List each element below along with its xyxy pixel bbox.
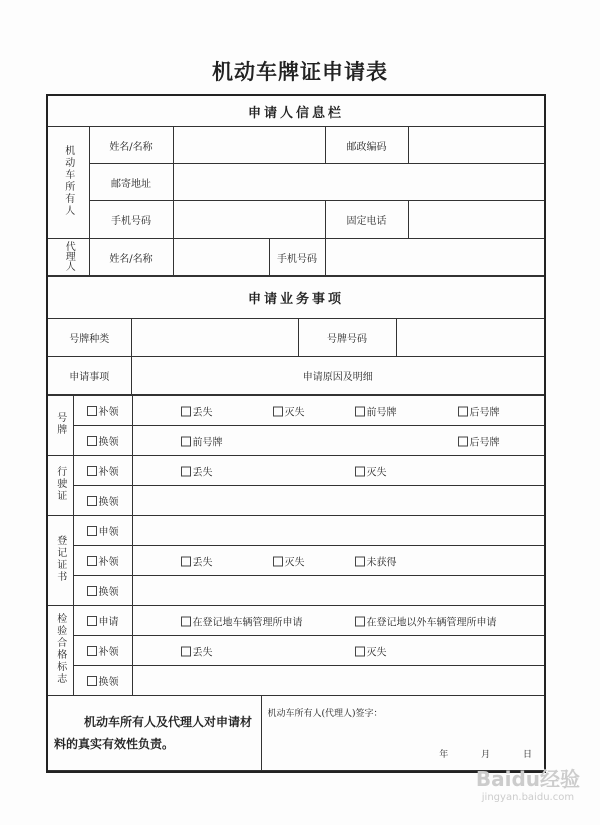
matter-row — [48, 606, 544, 636]
business-section — [48, 276, 544, 395]
postcode-label: 邮政编码 — [325, 127, 408, 164]
checkbox-icon[interactable] — [87, 556, 97, 566]
option-checkbox[interactable] — [355, 553, 397, 568]
checkbox-icon[interactable] — [355, 616, 365, 626]
checkbox-icon[interactable] — [87, 436, 97, 446]
option-label: 在登记地以外车辆管理所申请 — [366, 617, 497, 628]
option-label: 后号牌 — [469, 437, 500, 448]
applicant-section — [48, 96, 544, 276]
declaration-section — [48, 696, 544, 771]
matter-group-label: 行驶证 — [48, 456, 73, 516]
option-label: 灭失 — [284, 557, 305, 568]
checkbox-icon[interactable] — [87, 466, 97, 476]
option-checkbox[interactable] — [181, 613, 303, 628]
matter-row — [48, 516, 544, 546]
action-checkbox[interactable] — [73, 486, 132, 516]
declaration-text: 机动车所有人及代理人对申请材料的真实有效性负责。 — [48, 696, 261, 771]
agent-name-label: 姓名/名称 — [89, 239, 173, 276]
checkbox-icon[interactable] — [458, 406, 468, 416]
action-checkbox[interactable] — [73, 426, 132, 456]
matter-row — [48, 456, 544, 486]
checkbox-icon[interactable] — [181, 616, 191, 626]
option-checkbox[interactable] — [273, 403, 305, 418]
checkbox-icon[interactable] — [181, 556, 191, 566]
checkbox-icon[interactable] — [87, 676, 97, 686]
options-cell — [132, 486, 544, 516]
agent-group-label: 代理人 — [48, 239, 89, 276]
option-label: 灭失 — [366, 467, 387, 478]
matter-group-label: 号牌 — [48, 396, 73, 456]
option-label: 丢失 — [192, 557, 213, 568]
option-checkbox[interactable] — [181, 463, 213, 478]
action-checkbox[interactable] — [73, 456, 132, 486]
checkbox-icon[interactable] — [181, 436, 191, 446]
checkbox-icon[interactable] — [355, 556, 365, 566]
address-field[interactable] — [173, 164, 544, 201]
form-title: 机动车牌证申请表 — [212, 59, 388, 84]
checkbox-icon[interactable] — [87, 586, 97, 596]
checkbox-icon[interactable] — [355, 406, 365, 416]
signature-field[interactable] — [261, 696, 544, 771]
action-label: 换领 — [98, 677, 119, 688]
matter-group-label: 登记证书 — [48, 516, 73, 606]
action-checkbox[interactable] — [73, 576, 132, 606]
owner-mobile-field[interactable] — [173, 201, 325, 239]
matter-row — [48, 636, 544, 666]
options-cell — [132, 396, 544, 426]
checkbox-icon[interactable] — [181, 646, 191, 656]
option-label: 灭失 — [366, 647, 387, 658]
action-label: 补领 — [98, 467, 119, 478]
action-label: 补领 — [98, 557, 119, 568]
matter-group-label: 检验合格标志 — [48, 606, 73, 696]
landline-label: 固定电话 — [325, 201, 408, 239]
matter-row — [48, 546, 544, 576]
options-cell — [132, 546, 544, 576]
option-label: 丢失 — [192, 467, 213, 478]
options-cell — [132, 636, 544, 666]
reason-label: 申请原因及明细 — [131, 357, 544, 395]
matter-row — [48, 396, 544, 426]
date-year: 年 — [439, 750, 449, 760]
business-section-title: 申请业务事项 — [48, 277, 544, 319]
action-checkbox[interactable] — [73, 666, 132, 696]
options-cell — [132, 576, 544, 606]
options-cell — [132, 516, 544, 546]
action-checkbox[interactable] — [73, 546, 132, 576]
postcode-field[interactable] — [408, 127, 544, 164]
checkbox-icon[interactable] — [87, 616, 97, 626]
matter-label: 申请事项 — [48, 357, 131, 395]
owner-group-label: 机动车所有人 — [48, 127, 89, 239]
option-checkbox[interactable] — [355, 463, 387, 478]
option-checkbox[interactable] — [355, 643, 387, 658]
signature-label: 机动车所有人(代理人)签字： — [267, 709, 383, 719]
agent-name-field[interactable] — [173, 239, 269, 276]
action-checkbox[interactable] — [73, 516, 132, 546]
options-cell — [132, 426, 544, 456]
option-label: 在登记地车辆管理所申请 — [192, 617, 303, 628]
action-label: 换领 — [98, 437, 119, 448]
checkbox-icon[interactable] — [458, 436, 468, 446]
plate-type-field[interactable] — [131, 319, 298, 357]
checkbox-icon[interactable] — [273, 556, 283, 566]
baidu-watermark: Baidu经验 jingyan.baidu.com — [475, 767, 580, 803]
option-label: 前号牌 — [366, 407, 397, 418]
application-form — [46, 94, 546, 773]
landline-field[interactable] — [408, 201, 544, 239]
address-label: 邮寄地址 — [89, 164, 173, 201]
option-label: 丢失 — [192, 647, 213, 658]
options-cell — [132, 666, 544, 696]
option-checkbox[interactable] — [181, 553, 213, 568]
agent-mobile-field[interactable] — [325, 239, 544, 276]
plate-type-label: 号牌种类 — [48, 319, 131, 357]
checkbox-icon[interactable] — [87, 496, 97, 506]
checkbox-icon[interactable] — [355, 646, 365, 656]
option-label: 前号牌 — [192, 437, 223, 448]
option-checkbox[interactable] — [273, 553, 305, 568]
applicant-section-title: 申请人信息栏 — [48, 96, 544, 127]
matter-row — [48, 576, 544, 606]
matters-table — [48, 395, 544, 696]
owner-mobile-label: 手机号码 — [89, 201, 173, 239]
action-checkbox[interactable] — [73, 636, 132, 666]
checkbox-icon[interactable] — [355, 466, 365, 476]
matter-row — [48, 486, 544, 516]
agent-mobile-label: 手机号码 — [269, 239, 325, 276]
action-label: 换领 — [98, 587, 119, 598]
checkbox-icon[interactable] — [87, 646, 97, 656]
action-label: 申请 — [98, 617, 119, 628]
option-checkbox[interactable] — [355, 403, 397, 418]
action-label: 补领 — [98, 647, 119, 658]
option-checkbox[interactable] — [181, 433, 223, 448]
option-checkbox[interactable] — [355, 613, 497, 628]
owner-name-label: 姓名/名称 — [89, 127, 173, 164]
options-cell — [132, 456, 544, 486]
action-checkbox[interactable] — [73, 396, 132, 426]
options-cell — [132, 606, 544, 636]
action-checkbox[interactable] — [73, 606, 132, 636]
matter-row — [48, 426, 544, 456]
checkbox-icon[interactable] — [181, 406, 191, 416]
plate-number-field[interactable] — [396, 319, 544, 357]
matter-row — [48, 666, 544, 696]
checkbox-icon[interactable] — [273, 406, 283, 416]
date-month: 月 — [481, 750, 491, 760]
option-label: 未获得 — [366, 557, 397, 568]
option-label: 后号牌 — [469, 407, 500, 418]
action-label: 补领 — [98, 407, 119, 418]
option-checkbox[interactable] — [181, 643, 213, 658]
option-label: 丢失 — [192, 407, 213, 418]
date-day: 日 — [522, 750, 532, 760]
option-checkbox[interactable] — [458, 403, 500, 418]
action-label: 申领 — [98, 527, 119, 538]
plate-number-label: 号牌号码 — [298, 319, 396, 357]
checkbox-icon[interactable] — [87, 526, 97, 536]
action-label: 换领 — [98, 497, 119, 508]
checkbox-icon[interactable] — [87, 406, 97, 416]
owner-name-field[interactable] — [173, 127, 325, 164]
option-label: 灭失 — [284, 407, 305, 418]
option-checkbox[interactable] — [181, 403, 213, 418]
option-checkbox[interactable] — [458, 433, 500, 448]
checkbox-icon[interactable] — [181, 466, 191, 476]
